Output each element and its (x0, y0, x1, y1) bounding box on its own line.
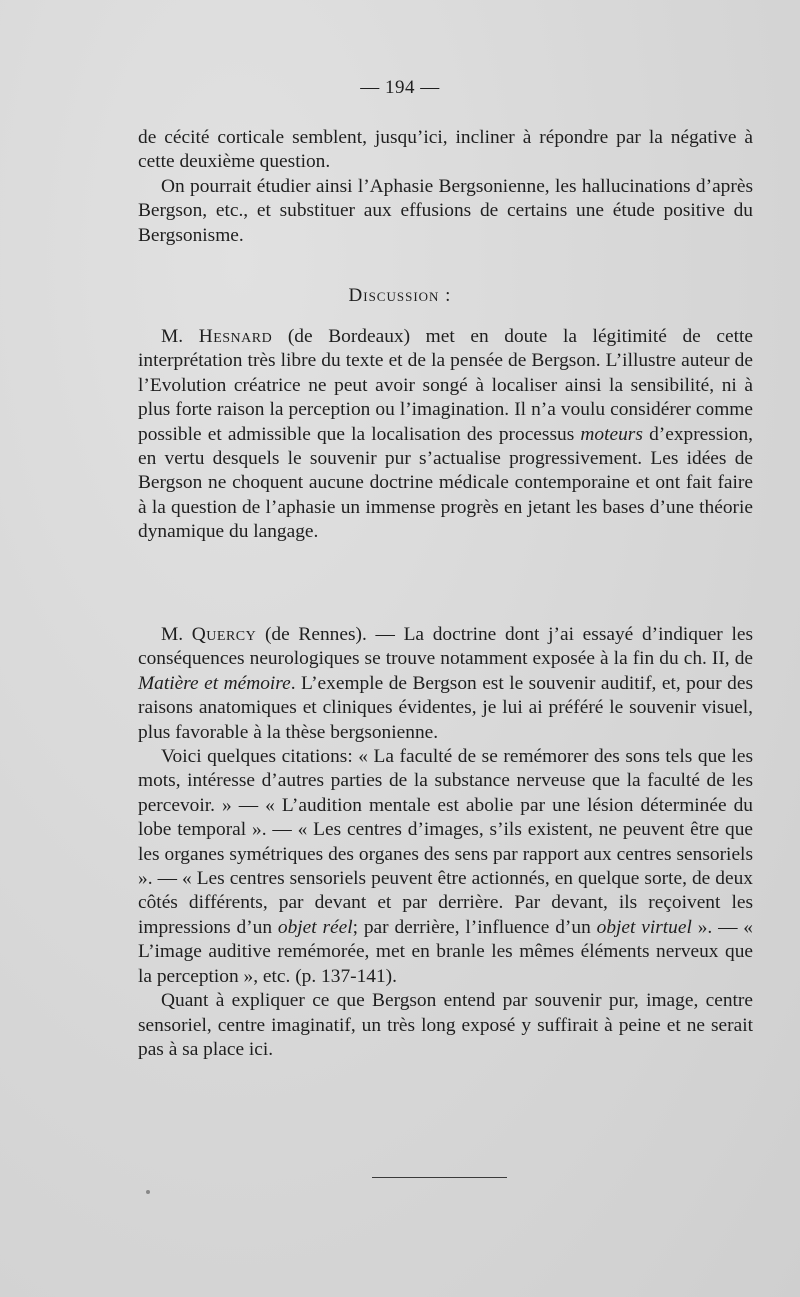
intro-paragraph-2: On pourrait étudier ainsi l’Aphasie Bergsonienne, les hallucinations d’après Bergson, etc., et substituer aux effusions de certains une étude positive du Bergsonisme. (138, 175, 753, 246)
intro-block (138, 126, 753, 248)
quercy-paragraph-1 (138, 623, 753, 745)
hesnard-italic: moteurs (580, 423, 643, 445)
quercy-text-2: . L’exemple de Bergson est le souvenir auditif, et, pour des raisons anatomiques et cliniques évidentes, je lui ai préféré le souvenir visuel, plus favorable à la thèse bergsonienne. (138, 672, 753, 743)
quercy-p2-text-2: ; par derrière, l’influence d’un (352, 916, 597, 938)
quercy-text-1: (de Rennes). — La doctrine dont j’ai essayé d’indiquer les conséquences neurologiques se trouve notamment exposée à la fin du ch. II, de (138, 624, 753, 670)
quercy-paragraph-2 (138, 745, 753, 989)
quercy-paragraph-3: Quant à expliquer ce que Bergson entend par souvenir pur, image, centre sensoriel, centre imaginatif, un très long exposé y suffirait à peine et ne serait pas à sa place ici. (138, 990, 753, 1060)
quercy-italic: Matière et mémoire (138, 672, 291, 694)
hesnard-text-2: d’expression, en vertu desquels le souvenir pur s’actualise progressivement. Les idées de Bergson ne choquent aucune doctrine médicale contemporaine et ont fait faire à la question de l’aphasie un immense progrès en jetant les bases d’une théorie dynamique du langage. (138, 423, 753, 543)
intro-paragraph-1: de cécité corticale semblent, jusqu’ici, incliner à répondre par la négative à cette deuxième question. (138, 127, 753, 173)
hesnard-block (138, 325, 753, 545)
speaker-name: Hesnard (198, 326, 273, 347)
quercy-p2-text-1: Voici quelques citations: « La faculté de se remémorer des sons tels que les mots, intéresse d’autres parties de la substance nerveuse que la faculté de les percevoir. » — « L’audition mentale est abolie par une lésion déterminée du lobe temporal ». — « Les centres d’images, s’ils existent, ne peuvent être que les organes symétriques des organes des sens par rapport aux centres sensoriels ». — « Les centres sensoriels peuvent être actionnés, en quelque sorte, de deux côtés différents, par devant et par derrière. Par devant, ils reçoivent les impressions d’un (138, 746, 753, 938)
speaker-prefix: M. (161, 624, 192, 645)
quercy-block (138, 623, 753, 1062)
quercy-p2-italic-1: objet réel (277, 916, 353, 938)
hesnard-paragraph (138, 325, 753, 545)
discussion-heading: Discussion : (348, 285, 452, 306)
ink-speck (146, 1190, 150, 1194)
speaker-name: Quercy (191, 624, 257, 645)
quercy-p2-text-3: ». — « L’image auditive remémorée, met en branle les mêmes éléments nerveux que la perception », etc. (p. 137-141). (138, 916, 754, 987)
speaker-prefix: M. (161, 326, 199, 347)
hesnard-text-1: (de Bordeaux) met en doute la légitimité de cette interprétation très libre du texte et de la pensée de Bergson. L’illustre auteur de l’Evolution créatrice ne peut avoir songé à localiser ainsi la sensibilité, ni à plus forte raison la perception ou l’imagination. Il n’a voulu considérer comme possible et admissible que la localisation des processus (138, 326, 753, 445)
page-number: — 194 — (360, 77, 440, 98)
quercy-p2-italic-2: objet virtuel (596, 916, 692, 938)
end-rule (372, 1177, 507, 1178)
